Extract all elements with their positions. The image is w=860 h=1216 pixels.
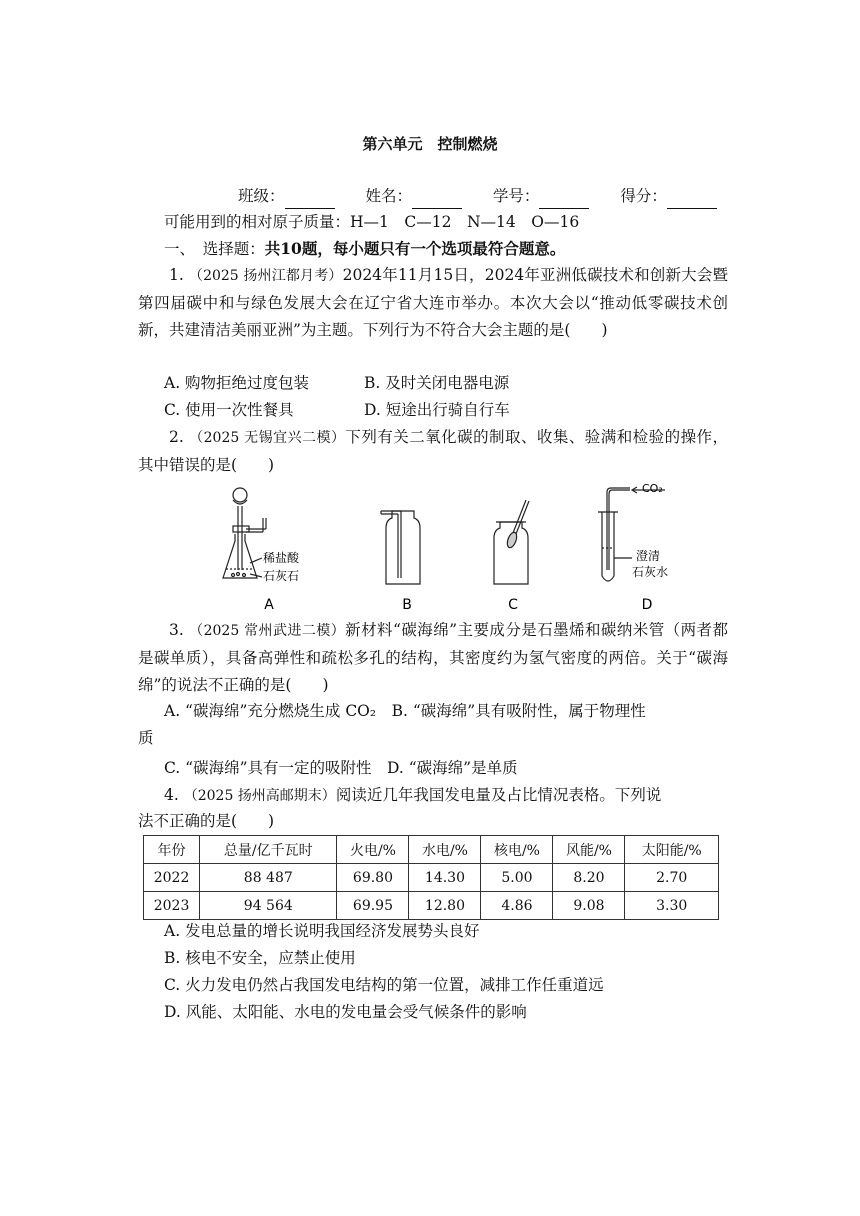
table-cell: 4.86: [481, 892, 553, 920]
label-dilute-hcl: 稀盐酸: [263, 551, 300, 565]
table-header-cell: 风能/%: [553, 836, 625, 864]
table-header-cell: 总量/亿千瓦时: [200, 836, 337, 864]
q4-option-d[interactable]: D. 风能、太阳能、水电的发电量会受气候条件的影响: [164, 1003, 527, 1021]
q3-source: （2025 常州武进二模）: [189, 623, 346, 639]
q2-number: 2.: [169, 428, 190, 446]
q3-options-ab[interactable]: A. “碳海绵”充分燃烧生成 CO₂ B. “碳海绵”具有吸附性，属于物理性: [164, 702, 646, 720]
q4-option-b[interactable]: B. 核电不安全，应禁止使用: [164, 949, 356, 967]
caption-c: C: [508, 597, 518, 613]
co2-apparatus-figure: [200, 478, 700, 618]
id-blank[interactable]: [539, 192, 589, 209]
power-generation-table: [143, 835, 719, 920]
student-info-row: [238, 183, 743, 209]
q3-text: 新材料“碳海绵”主要成分是石墨烯和碳纳米管（两者都是碳单质），具备高弹性和疏松多孔的结构，其密度约为氢气密度的两倍。关于“碳海绵”的说法不正确的是( ): [138, 621, 728, 694]
q1-option-c[interactable]: C. 使用一次性餐具: [164, 401, 294, 419]
q4-text-1: 阅读近几年我国发电量及占比情况表格。下列说: [335, 786, 662, 804]
table-header-row: [144, 836, 719, 864]
caption-d: D: [641, 597, 653, 613]
table-header-cell: 太阳能/%: [625, 836, 719, 864]
q1-number: 1.: [169, 266, 189, 284]
q2-text: 下列有关二氧化碳的制取、收集、验满和检验的操作，其中错误的是( ): [138, 428, 728, 474]
score-blank[interactable]: [667, 192, 717, 209]
q4-number: 4.: [164, 786, 184, 804]
q4-option-c[interactable]: C. 火力发电仍然占我国发电结构的第一位置，减排工作任重道远: [164, 976, 604, 994]
label-co2-inlet: CO₂: [642, 482, 663, 495]
q1-source: （2025 扬州江都月考）: [188, 268, 343, 284]
table-cell: 94 564: [200, 892, 337, 920]
atomic-masses: 可能用到的相对原子质量：H—1 C—12 N—14 O—16: [164, 213, 580, 231]
class-label: 班级：: [238, 187, 285, 205]
table-cell: 69.95: [337, 892, 409, 920]
table-cell: 2.70: [625, 864, 719, 892]
table-row: [144, 892, 719, 920]
apparatus-b-collection-bottle: [381, 511, 420, 584]
table-cell: 8.20: [553, 864, 625, 892]
label-limestone: 石灰石: [263, 569, 300, 583]
table-header-cell: 水电/%: [409, 836, 481, 864]
apparatus-a-flask: [223, 488, 266, 578]
q3-number: 3.: [169, 621, 190, 639]
table-cell: 14.30: [409, 864, 481, 892]
class-blank[interactable]: [285, 192, 335, 209]
table-cell: 5.00: [481, 864, 553, 892]
caption-b: B: [402, 597, 412, 613]
score-label: 得分：: [620, 187, 667, 205]
page-title: 第六单元 控制燃烧: [362, 135, 498, 153]
table-cell: 9.08: [553, 892, 625, 920]
q1-option-b[interactable]: B. 及时关闭电器电源: [364, 374, 510, 392]
q4-option-a[interactable]: A. 发电总量的增长说明我国经济发展势头良好: [164, 922, 480, 940]
table-cell: 12.80: [409, 892, 481, 920]
caption-a: A: [264, 597, 274, 613]
q3-options-cd[interactable]: C. “碳海绵”具有一定的吸附性 D. “碳海绵”是单质: [164, 759, 518, 777]
q1-option-a[interactable]: A. 购物拒绝过度包装: [164, 374, 310, 392]
q2-source: （2025 无锡宜兴二模）: [189, 430, 346, 446]
table-cell: 88 487: [200, 864, 337, 892]
q3-options-ab-wrap: 质: [138, 729, 154, 747]
section-prefix: 一、 选择题：: [164, 240, 265, 258]
question-2-stem: [138, 424, 728, 479]
table-header-cell: 火电/%: [337, 836, 409, 864]
question-4-stem-line2: 法不正确的是( ): [138, 812, 275, 830]
table-row: [144, 864, 719, 892]
table-cell: 69.80: [337, 864, 409, 892]
label-limewater-line1: 澄清: [636, 549, 661, 563]
table-cell: 2023: [144, 892, 200, 920]
section-instruction: 共10题，每小题只有一个选项最符合题意。: [264, 239, 566, 258]
section-heading: [164, 236, 565, 262]
table-cell: 2022: [144, 864, 200, 892]
label-limewater-line2: 石灰水: [632, 565, 669, 579]
question-3-stem: [138, 617, 728, 699]
name-blank[interactable]: [412, 192, 462, 209]
question-1-stem: [138, 262, 728, 344]
name-label: 姓名：: [365, 187, 412, 205]
apparatus-c-verification: [494, 500, 529, 584]
q4-source: （2025 扬州高邮期末）: [183, 788, 336, 804]
table-header-cell: 核电/%: [481, 836, 553, 864]
question-4-stem-line1: [164, 782, 661, 809]
id-label: 学号：: [492, 187, 540, 205]
q1-option-d[interactable]: D. 短途出行骑自行车: [364, 401, 510, 419]
q1-text: 2024年11月15日，2024年亚洲低碳技术和创新大会暨第四届碳中和与绿色发展大会在辽宁省大连市举办。本次大会以“推动低零碳技术创新，共建清洁美丽亚洲”为主题。下列行为不符合大会主题的是( ): [138, 266, 728, 339]
table-header-cell: 年份: [144, 836, 200, 864]
table-cell: 3.30: [625, 892, 719, 920]
